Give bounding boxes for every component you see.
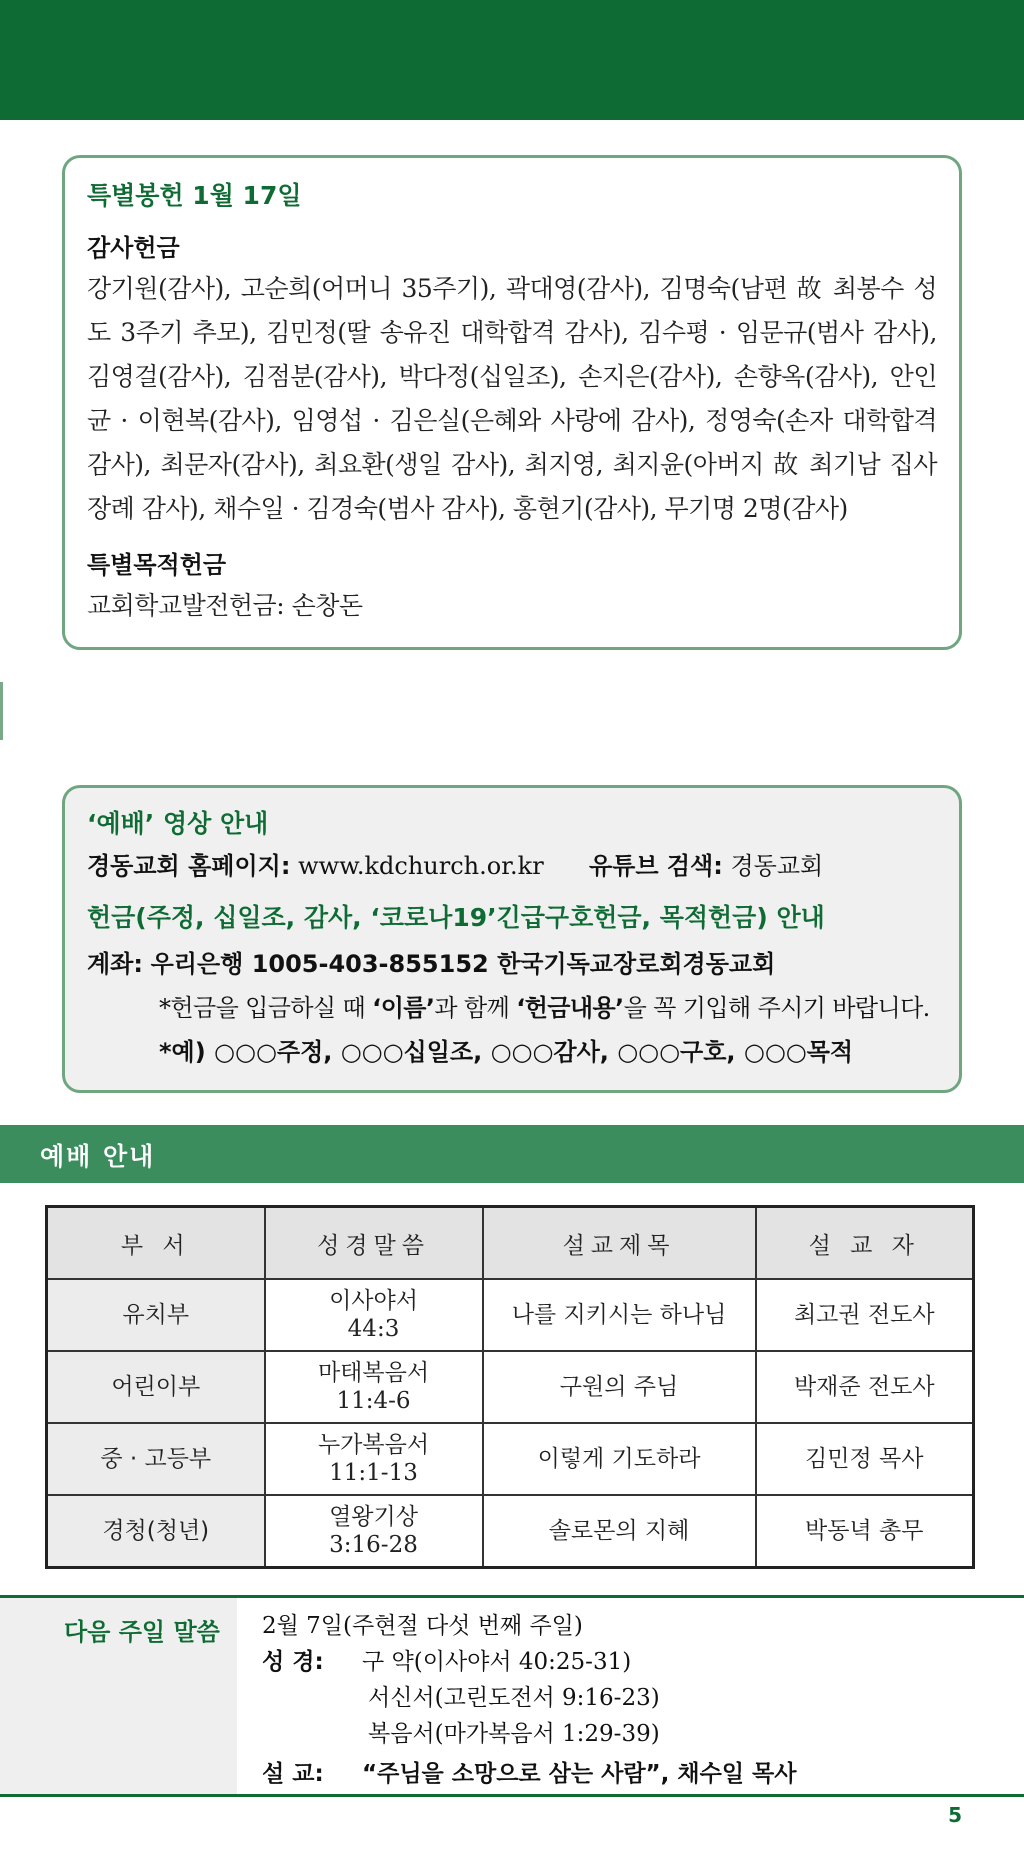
offering-example: *예) ○○○주정, ○○○십일조, ○○○감사, ○○○구호, ○○○목적 xyxy=(159,1038,854,1066)
note-name: ‘이름’ xyxy=(372,994,435,1022)
scripture-key: 성 경: xyxy=(262,1649,324,1675)
scripture-book: 마태복음서 xyxy=(317,1360,430,1386)
thanks-offering-heading: 감사헌금 xyxy=(87,234,180,262)
scripture-line-gospel xyxy=(262,1716,1022,1752)
video-info-title: ‘예배’ 영상 안내 xyxy=(87,809,269,838)
header-sermon-title: 설교제목 xyxy=(483,1207,756,1280)
worship-table xyxy=(45,1205,975,1569)
dept-cell: 유치부 xyxy=(47,1279,265,1351)
account-value: 우리은행 1005-403-855152 한국기독교장로회경동교회 xyxy=(150,950,776,978)
dept-cell: 어린이부 xyxy=(47,1351,265,1423)
next-week-body xyxy=(262,1608,1022,1792)
preacher-cell: 김민정 목사 xyxy=(756,1423,974,1495)
scripture-verse: 11:4-6 xyxy=(336,1388,411,1414)
next-week-date: 2월 7일(주현절 다섯 번째 주일) xyxy=(262,1613,583,1639)
dept-cell: 경청(청년) xyxy=(47,1495,265,1568)
scripture-line-epistle xyxy=(262,1680,1022,1716)
header-preacher: 설 교 자 xyxy=(756,1207,974,1280)
preacher-cell: 박동녁 총무 xyxy=(756,1495,974,1568)
worship-section-bar xyxy=(0,1125,1024,1183)
note-text: 과 함께 xyxy=(434,994,517,1022)
homepage-label: 경동교회 홈페이지: xyxy=(87,852,291,880)
note-text: *헌금을 입금하실 때 xyxy=(159,994,373,1022)
sermon-key: 설 교: xyxy=(262,1761,324,1787)
header-bar xyxy=(0,0,1024,120)
account-label: 계좌: xyxy=(87,950,143,978)
offering-note xyxy=(87,986,937,1030)
page-number: 5 xyxy=(948,1803,962,1827)
note-text: 을 꼭 기입해 주시기 바랍니다. xyxy=(623,994,930,1022)
special-offering-title: 특별봉헌 1월 17일 xyxy=(87,181,302,210)
table-row xyxy=(47,1423,974,1495)
header-dept: 부 서 xyxy=(47,1207,265,1280)
offering-guide-title: 헌금(주정, 십일조, 감사, ‘코로나19’긴급구호헌금, 목적헌금) 안내 xyxy=(87,903,825,932)
account-line xyxy=(87,942,937,986)
scripture-book: 누가복음서 xyxy=(317,1432,430,1458)
sermon-title-cell: 구원의 주님 xyxy=(483,1351,756,1423)
side-marker xyxy=(0,682,3,740)
thanks-offering-list: 강기원(감사), 고순희(어머니 35주기), 곽대영(감사), 김명숙(남편 故 최봉수 성도 3주기 추모), 김민정(딸 송유진 대학합격 감사), 김수평 · 임문규(범사 감사), 김영걸(감사), 김점분(감사), 박다정(십일조), 손지은(감사), 손향옥(감사), 안인균 · 이현복(감사), 임영섭 · 김은실(은혜와 사랑에 감사), 정영숙(손자 대학합격 감사), 최문자(감사), 최요환(생일 감사), 최지영, 최지윤(아버지 故 최기남 집사 장례 감사), 채수일 · 김경숙(범사 감사), 홍현기(감사), 무기명 2명(감사) xyxy=(87,274,937,523)
gospel-reading: 복음서(마가복음서 1:29-39) xyxy=(368,1721,660,1747)
youtube-label: 유튜브 검색: xyxy=(588,852,723,880)
purpose-offering-text: 교회학교발전헌금: 손창돈 xyxy=(87,591,363,620)
preacher-cell: 최고권 전도사 xyxy=(756,1279,974,1351)
sermon-title-cell: 나를 지키시는 하나님 xyxy=(483,1279,756,1351)
scripture-verse: 44:3 xyxy=(347,1316,400,1342)
header-scripture: 성경말씀 xyxy=(265,1207,483,1280)
table-row xyxy=(47,1279,974,1351)
preacher-cell: 박재준 전도사 xyxy=(756,1351,974,1423)
scripture-cell xyxy=(265,1495,483,1568)
note-content: ‘헌금내용’ xyxy=(516,994,624,1022)
homepage-url[interactable]: www.kdchurch.or.kr xyxy=(298,852,544,880)
next-week-section xyxy=(0,1595,1024,1797)
table-row xyxy=(47,1351,974,1423)
scripture-book: 열왕기상 xyxy=(329,1504,418,1530)
next-week-label-cell xyxy=(0,1598,237,1794)
next-sermon: “주님을 소망으로 삼는 사람”, 채수일 목사 xyxy=(362,1761,797,1787)
scripture-line-ot xyxy=(262,1644,1022,1680)
epistle-reading: 서신서(고린도전서 9:16-23) xyxy=(368,1685,660,1711)
scripture-verse: 11:1-13 xyxy=(329,1460,418,1486)
next-week-label: 다음 주일 말씀 xyxy=(64,1618,220,1646)
sermon-line xyxy=(262,1756,1022,1792)
purpose-offering-heading: 특별목적헌금 xyxy=(87,551,227,579)
sermon-title-cell: 솔로몬의 지혜 xyxy=(483,1495,756,1568)
special-offering-box xyxy=(62,155,962,650)
table-header-row xyxy=(47,1207,974,1280)
scripture-book: 이사야서 xyxy=(329,1288,418,1314)
sermon-title-cell: 이렇게 기도하라 xyxy=(483,1423,756,1495)
scripture-cell xyxy=(265,1351,483,1423)
ot-reading: 구 약(이사야서 40:25-31) xyxy=(362,1649,632,1675)
scripture-verse: 3:16-28 xyxy=(329,1532,418,1558)
video-info-box xyxy=(62,785,962,1093)
scripture-cell xyxy=(265,1279,483,1351)
table-row xyxy=(47,1495,974,1568)
homepage-line xyxy=(87,844,937,888)
worship-section-title: 예배 안내 xyxy=(40,1142,156,1171)
dept-cell: 중 · 고등부 xyxy=(47,1423,265,1495)
youtube-search-value: 경동교회 xyxy=(730,852,824,880)
scripture-cell xyxy=(265,1423,483,1495)
